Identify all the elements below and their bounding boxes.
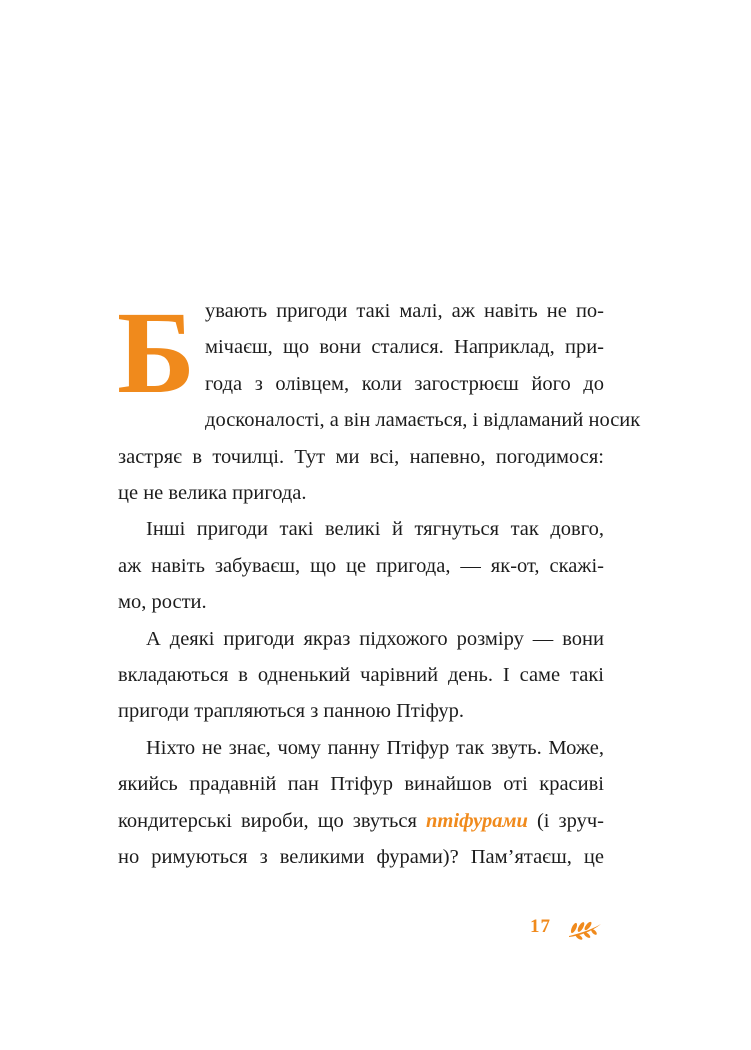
drop-cap: Б — [117, 287, 196, 418]
text-line: застряє в точилці. Тут ми всі, напевно, погодимося: — [118, 445, 604, 468]
text-line: мічаєш, що вони сталися. Наприклад, при- — [205, 336, 604, 359]
laurel-icon — [567, 918, 603, 940]
text-line: аж навіть забуваєш, що це пригода, — як-от, скажі- — [118, 554, 604, 577]
text-line: це не велика пригода. — [118, 482, 307, 505]
text-line: мо, рости. — [118, 591, 207, 614]
text-line: А деякі пригоди якраз підхожого розміру — вони — [146, 627, 604, 650]
text-line-with-emphasis — [118, 803, 604, 839]
text-line: вкладаються в одненький чарівний день. І саме такі — [118, 664, 604, 687]
text-line: Інші пригоди такі великі й тягнуться так довго, — [146, 518, 604, 541]
text-line: года з олівцем, коли загострюєш його до — [205, 372, 604, 395]
text-line: якийсь прадавній пан Птіфур винайшов оті красиві — [118, 773, 604, 796]
body-text — [117, 287, 641, 876]
text-line: Ніхто не знає, чому панну Птіфур так звуть. Може, — [146, 736, 604, 759]
text-fragment: кондитерські вироби, що звуться — [118, 809, 426, 832]
text-line: досконалості, а він ламається, і відламаний носик — [205, 409, 641, 432]
page-number: 17 — [530, 916, 551, 937]
emphasized-word: птіфурами — [425, 809, 528, 832]
text-fragment: (і зруч- — [527, 809, 604, 832]
text-line: но римуються з великими фурами)? Пам’ятаєш, це — [118, 846, 604, 869]
text-line: пригоди трапляються з панною Птіфур. — [118, 700, 464, 723]
text-line: увають пригоди такі малі, аж навіть не по- — [205, 300, 604, 322]
